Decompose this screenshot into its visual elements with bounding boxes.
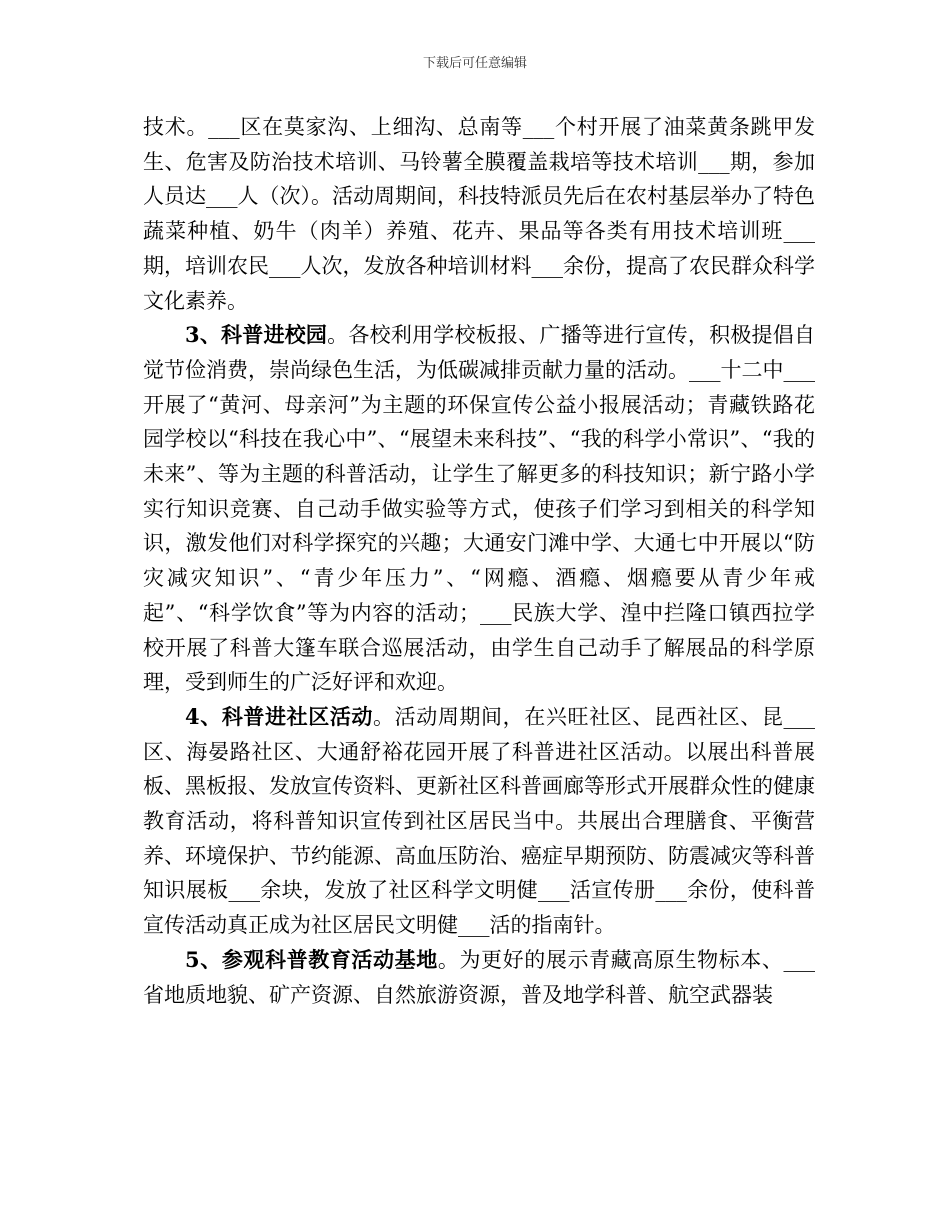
section-heading: 3、科普进校园: [185, 322, 328, 348]
paragraph-base-visit: [143, 943, 815, 1012]
paragraph-text: 。各校利用学校板报、广播等进行宣传，积极提倡自觉节俭消费，崇尚绿色生活，为低碳减排贡献力量的活动。___十二中___开展了“黄河、母亲河”为主题的环保宣传公益小报展活动；青藏铁路花园学校以“科技在我心中”、“展望未来科技”、“我的科学小常识”、“我的未来”、等为主题的科普活动，让学生了解更多的科技知识；新宁路小学实行知识竞赛、自己动手做实验等方式，使孩子们学习到相关的科学知识，激发他们对科学探究的兴趣；大通安门滩中学、大通七中开展以“防灾减灾知识”、“青少年压力”、“网瘾、酒瘾、烟瘾要从青少年戒起”、“科学饮食”等为内容的活动；___民族大学、湟中拦隆口镇西拉学校开展了科普大篷车联合巡展活动，由学生自己动手了解展品的科学原理，受到师生的广泛好评和欢迎。: [143, 323, 815, 695]
section-heading: 4、科普进社区活动: [185, 703, 374, 729]
paragraph-school-outreach: [143, 318, 815, 700]
paragraph-text: 。活动周期间，在兴旺社区、昆西社区、昆___区、海晏路社区、大通舒裕花园开展了科普进社区活动。以展出科普展板、黑板报、发放宣传资料、更新社区科普画廊等形式开展群众性的健康教育活动，将科普知识宣传到社区居民当中。共展出合理膳食、平衡营养、环境保护、节约能源、高血压防治、癌症早期预防、防震减灾等科普知识展板___余块，发放了社区科学文明健___活宣传册___余份，使科普宣传活动真正成为社区居民文明健___活的指南针。: [143, 704, 815, 938]
paragraph-text: 技术。___区在莫家沟、上细沟、总南等___个村开展了油菜黄条跳甲发生、危害及防治技术培训、马铃薯全膜覆盖栽培等技术培训___期，参加人员达___人（次）。活动周期间，科技特派员先后在农村基层举办了特色蔬菜种植、奶牛（肉羊）养殖、花卉、果品等各类有用技术培训班___期，培训农民___人次，发放各种培训材料___余份，提高了农民群众科学文化素养。: [143, 115, 815, 313]
page-header: 下载后可任意编辑: [422, 56, 527, 71]
document-body: [143, 110, 815, 1012]
paragraph-community-outreach: [143, 700, 815, 943]
paragraph-text: 。为更好的展示青藏高原生物标本、___省地质地貌、矿产资源、自然旅游资源，普及地学科普、航空武器装: [143, 947, 815, 1007]
paragraph-continuation: [143, 110, 815, 318]
section-heading: 5、参观科普教育活动基地: [185, 946, 438, 972]
